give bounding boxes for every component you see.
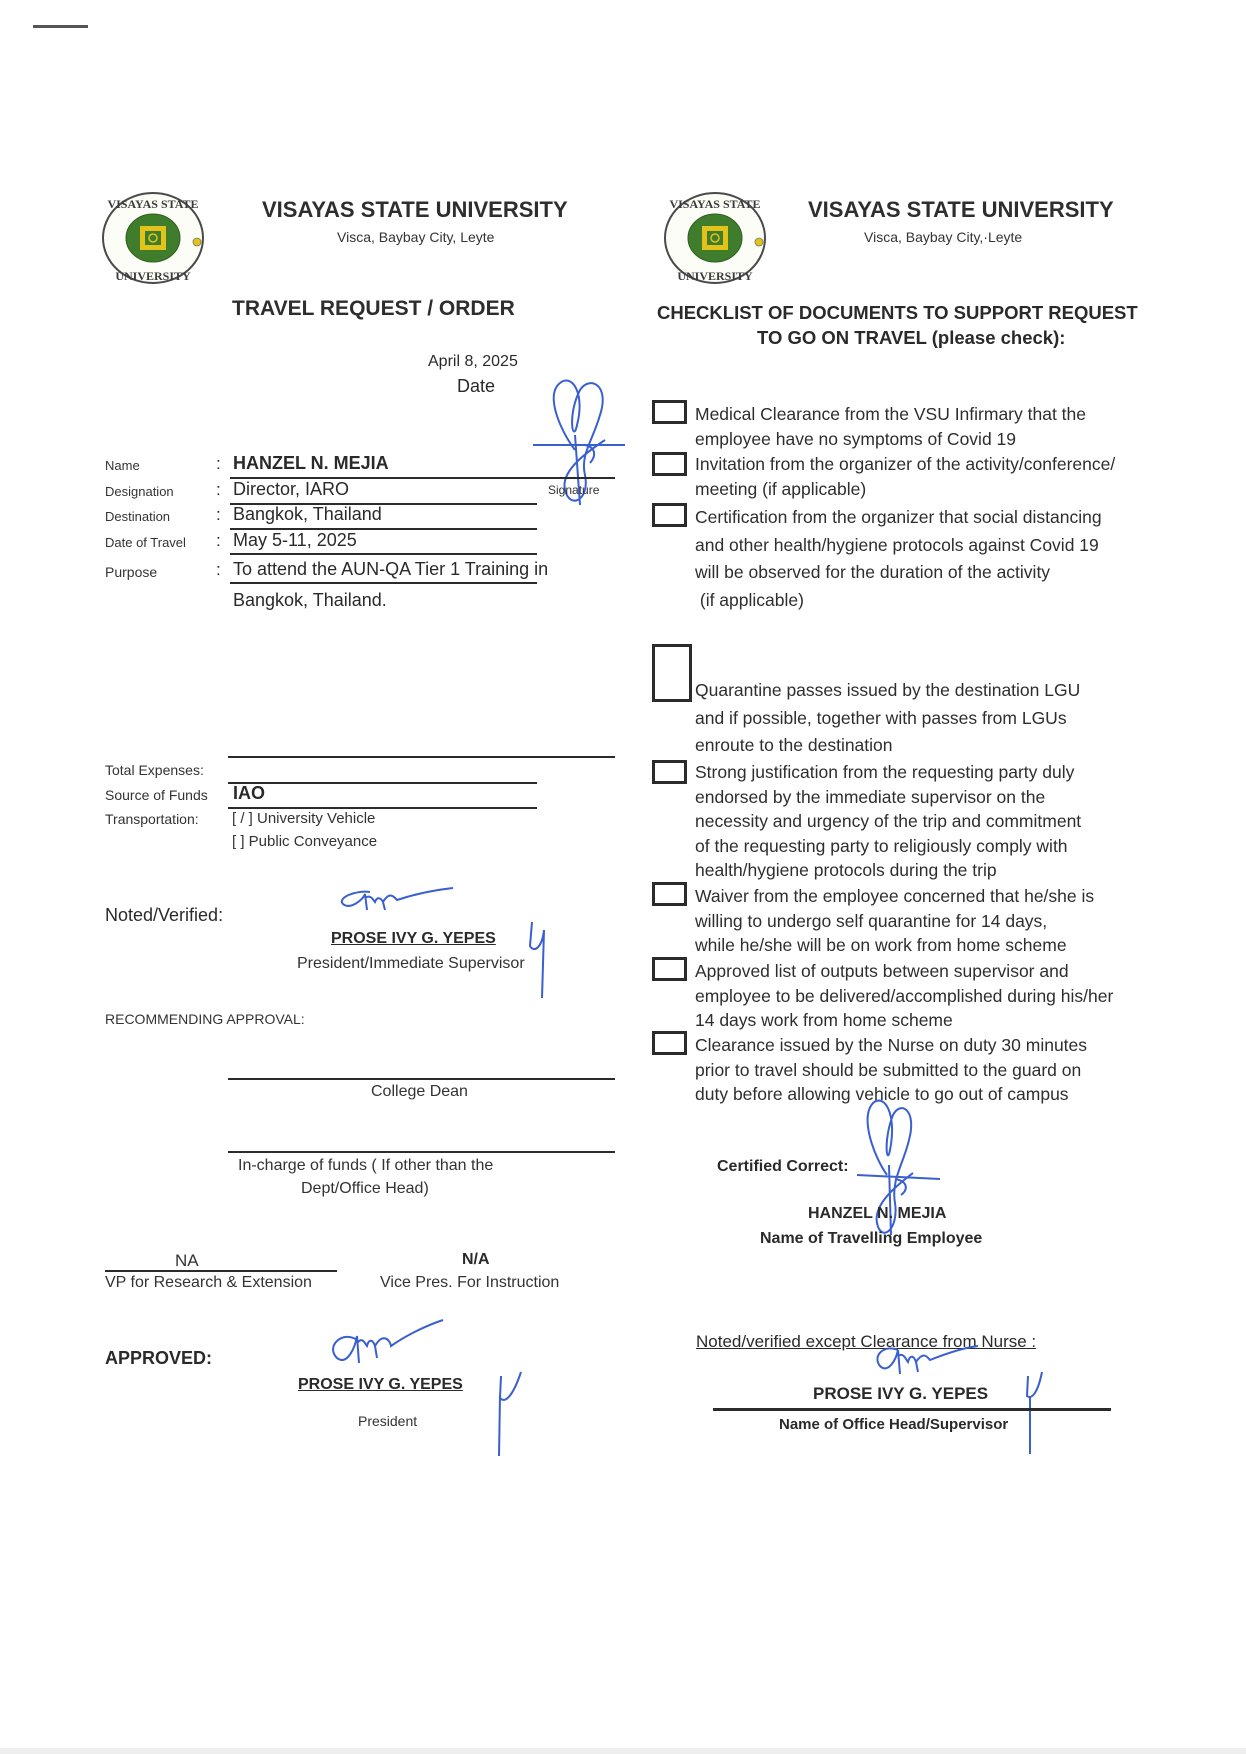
vp-instruction-label: Vice Pres. For Instruction bbox=[380, 1274, 560, 1291]
approved-signatory-name: PROSE IVY G. YEPES bbox=[298, 1376, 463, 1393]
noted-signatory-name: PROSE IVY G. YEPES bbox=[331, 930, 496, 947]
university-address: Visca, Baybay City,·Leyte bbox=[864, 229, 1023, 245]
approved-initial-icon bbox=[495, 1368, 525, 1458]
vp-research-value: NA bbox=[175, 1251, 199, 1270]
noted-except-signature-icon bbox=[870, 1340, 980, 1382]
approved-signature-icon bbox=[325, 1318, 445, 1373]
form-title: TRAVEL REQUEST / ORDER bbox=[232, 297, 515, 320]
checklist-line: Invitation from the organizer of the activity/conference/ bbox=[695, 454, 1116, 474]
signature-label: Signature bbox=[548, 483, 600, 497]
checklist-line: duty before allowing vehicle to go out of campus bbox=[695, 1084, 1069, 1104]
vp-research-label: VP for Research & Extension bbox=[105, 1274, 312, 1291]
purpose-underline bbox=[230, 582, 537, 584]
svg-text:UNIVERSITY: UNIVERSITY bbox=[677, 269, 753, 283]
checklist-line: endorsed by the immediate supervisor on the bbox=[695, 786, 1046, 807]
transportation-label: Transportation: bbox=[105, 811, 199, 827]
vp-research-line bbox=[105, 1270, 337, 1272]
checklist-item-text bbox=[695, 402, 1086, 451]
checklist-line: and other health/hygiene protocols against Covid 19 bbox=[695, 534, 1099, 555]
certified-name: HANZEL N. MEJIA bbox=[808, 1205, 947, 1222]
approved-signatory-title: President bbox=[358, 1413, 418, 1429]
transport-option-university-vehicle[interactable]: [ / ] University Vehicle bbox=[232, 810, 376, 827]
name-label: Name bbox=[105, 458, 140, 473]
destination-label: Destination bbox=[105, 509, 171, 524]
checklist-checkbox-strong-justification[interactable] bbox=[652, 760, 687, 784]
purpose-label: Purpose bbox=[105, 564, 158, 580]
checklist-line: necessity and urgency of the trip and commitment bbox=[695, 811, 1082, 831]
designation-colon: : bbox=[216, 480, 221, 499]
source-of-funds-underline bbox=[228, 807, 537, 809]
scan-artifact bbox=[33, 25, 88, 28]
checklist-line: meeting (if applicable) bbox=[695, 478, 867, 499]
checklist-checkbox-quarantine-passes[interactable] bbox=[652, 644, 692, 702]
noted-except-name: PROSE IVY G. YEPES bbox=[813, 1384, 989, 1403]
checklist-item-text bbox=[695, 959, 1113, 1033]
checklist-item-text bbox=[695, 504, 1102, 614]
checklist-line: willing to undergo self quarantine for 14 days, bbox=[695, 910, 1048, 931]
incharge-funds-label-line1: In-charge of funds ( If other than the bbox=[238, 1157, 494, 1174]
checklist-line: and if possible, together with passes from LGUs bbox=[695, 707, 1067, 728]
designation-value[interactable]: Director, IARO bbox=[233, 479, 350, 499]
checklist-line: of the requesting party to religiously comply with bbox=[695, 835, 1068, 856]
university-address: Visca, Baybay City, Leyte bbox=[337, 229, 495, 245]
total-expenses-underline bbox=[228, 782, 537, 784]
checklist-item-text bbox=[695, 677, 1080, 760]
checklist-item-text bbox=[695, 760, 1081, 883]
name-value[interactable]: HANZEL N. MEJIA bbox=[233, 453, 389, 473]
total-expenses-label: Total Expenses: bbox=[105, 762, 204, 778]
noted-signature-icon bbox=[335, 880, 455, 920]
designation-label: Designation bbox=[105, 484, 174, 499]
checklist-line: Medical Clearance from the VSU Infirmary that the bbox=[695, 404, 1086, 424]
noted-except-label: Noted/verified except Clearance from Nurse : bbox=[696, 1332, 1037, 1351]
source-of-funds-label: Source of Funds bbox=[105, 787, 208, 803]
checklist-line: Quarantine passes issued by the destination LGU bbox=[695, 680, 1081, 700]
checklist-line: enroute to the destination bbox=[695, 735, 893, 755]
checklist-item-text bbox=[695, 452, 1115, 501]
checklist-title-line2: TO GO ON TRAVEL (please check): bbox=[757, 327, 1066, 348]
incharge-funds-line bbox=[228, 1151, 615, 1153]
checklist-line: prior to travel should be submitted to the guard on bbox=[695, 1059, 1082, 1080]
purpose-value-line2[interactable]: Bangkok, Thailand. bbox=[233, 590, 387, 610]
request-date: April 8, 2025 bbox=[428, 353, 518, 370]
certified-correct-label: Certified Correct: bbox=[717, 1158, 849, 1175]
date-of-travel-value[interactable]: May 5-11, 2025 bbox=[233, 530, 357, 550]
checklist-line: Approved list of outputs between supervisor and bbox=[695, 961, 1069, 981]
checklist-checkbox-medical-clearance[interactable] bbox=[652, 400, 687, 424]
incharge-funds-label-line2: Dept/Office Head) bbox=[301, 1180, 429, 1197]
approved-label: APPROVED: bbox=[105, 1348, 213, 1368]
source-of-funds-value[interactable]: IAO bbox=[233, 783, 266, 803]
checklist-line: Certification from the organizer that social distancing bbox=[695, 507, 1102, 527]
checklist-line: employee to be delivered/accomplished during his/her bbox=[695, 985, 1114, 1006]
university-logo-icon bbox=[662, 190, 768, 286]
checklist-title-line1: CHECKLIST OF DOCUMENTS TO SUPPORT REQUEST bbox=[657, 302, 1138, 323]
noted-except-title: Name of Office Head/Supervisor bbox=[779, 1416, 1009, 1433]
checklist-line: health/hygiene protocols during the trip bbox=[695, 860, 997, 880]
scan-bottom-edge bbox=[0, 1748, 1246, 1754]
university-name: VISAYAS STATE UNIVERSITY bbox=[808, 197, 1114, 222]
destination-value[interactable]: Bangkok, Thailand bbox=[233, 504, 382, 524]
destination-colon: : bbox=[216, 505, 221, 524]
college-dean-line bbox=[228, 1078, 615, 1080]
checklist-line: 14 days work from home scheme bbox=[695, 1010, 953, 1030]
recommending-approval-label: RECOMMENDING APPROVAL: bbox=[105, 1011, 305, 1027]
noted-initial-icon bbox=[524, 918, 554, 1000]
checklist-checkbox-invitation[interactable] bbox=[652, 452, 687, 476]
noted-except-line bbox=[713, 1408, 1111, 1411]
checklist-checkbox-waiver[interactable] bbox=[652, 882, 687, 906]
checklist-checkbox-certification[interactable] bbox=[652, 503, 687, 527]
checklist-line: Clearance issued by the Nurse on duty 30 minutes bbox=[695, 1035, 1088, 1055]
checklist-line: Waiver from the employee concerned that he/she is bbox=[695, 886, 1095, 906]
date-of-travel-colon: : bbox=[216, 531, 221, 550]
checklist-line: will be observed for the duration of the activity bbox=[695, 562, 1051, 582]
transport-option-public-conveyance[interactable]: [ ] Public Conveyance bbox=[232, 833, 378, 850]
svg-text:UNIVERSITY: UNIVERSITY bbox=[115, 269, 191, 283]
checklist-line: while he/she will be on work from home scheme bbox=[695, 935, 1067, 955]
noted-signatory-title: President/Immediate Supervisor bbox=[297, 955, 525, 972]
checklist-line: employee have no symptoms of Covid 19 bbox=[695, 428, 1016, 449]
purpose-value-line1[interactable]: To attend the AUN-QA Tier 1 Training in bbox=[233, 559, 549, 579]
checklist-item-text bbox=[695, 884, 1094, 958]
college-dean-label: College Dean bbox=[371, 1083, 468, 1100]
vp-instruction-value: N/A bbox=[462, 1251, 490, 1268]
checklist-line: (if applicable) bbox=[695, 589, 804, 610]
svg-text:VISAYAS STATE: VISAYAS STATE bbox=[669, 197, 761, 211]
noted-except-initial-icon bbox=[1022, 1370, 1048, 1455]
date-label: Date bbox=[457, 376, 496, 396]
certified-title: Name of Travelling Employee bbox=[760, 1230, 983, 1247]
expenses-top-line bbox=[228, 756, 615, 758]
checklist-checkbox-approved-outputs[interactable] bbox=[652, 957, 687, 981]
name-colon: : bbox=[216, 454, 221, 473]
svg-text:VISAYAS STATE: VISAYAS STATE bbox=[107, 197, 199, 211]
university-name: VISAYAS STATE UNIVERSITY bbox=[262, 197, 568, 222]
purpose-colon: : bbox=[216, 560, 221, 579]
noted-verified-label: Noted/Verified: bbox=[105, 905, 224, 925]
checklist-checkbox-nurse-clearance[interactable] bbox=[652, 1031, 687, 1055]
date-of-travel-label: Date of Travel bbox=[105, 535, 186, 550]
date-of-travel-underline bbox=[230, 553, 537, 555]
checklist-line: Strong justification from the requesting party duly bbox=[695, 762, 1075, 782]
university-logo-icon bbox=[100, 190, 206, 286]
